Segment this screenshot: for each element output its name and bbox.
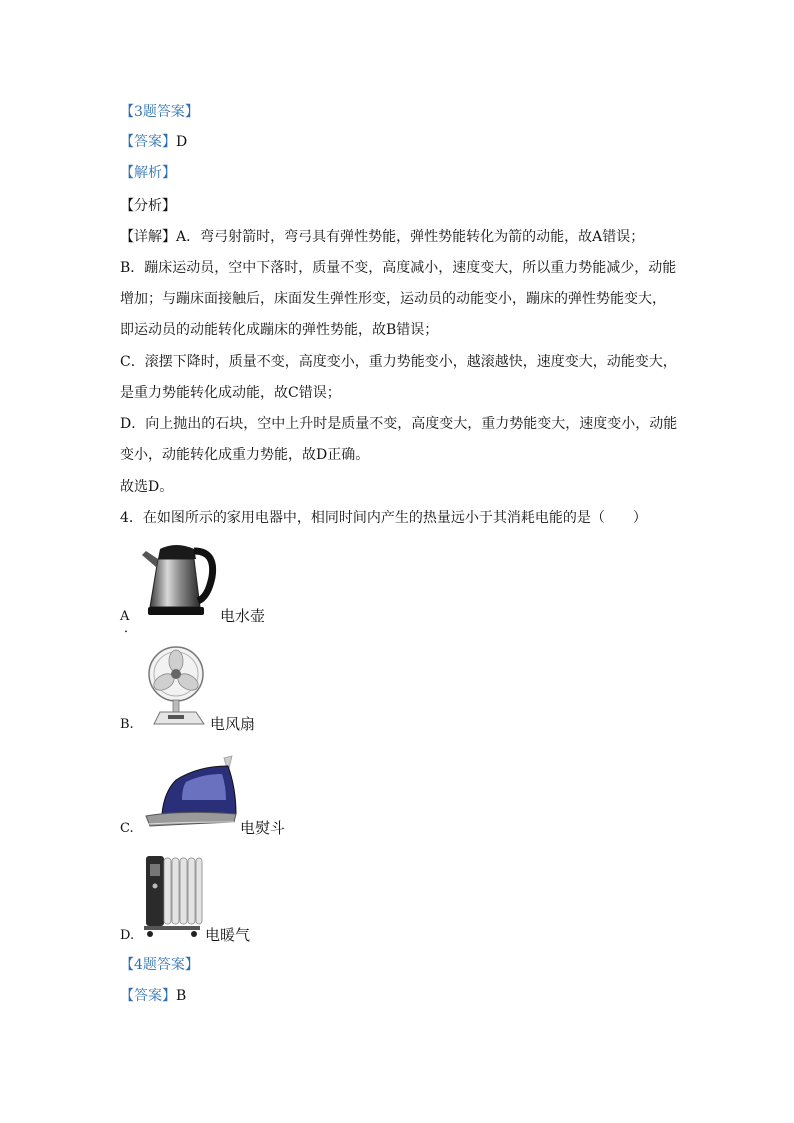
option-d-name: 电暖气 xyxy=(205,926,251,944)
q3-detail-c2: 是重力势能转化成动能，故C错误； xyxy=(120,385,341,401)
detail-label: 【详解】 xyxy=(120,229,176,245)
option-b-name: 电风扇 xyxy=(210,715,256,733)
detail-a-text: A．弯弓射箭时，弯弓具有弹性势能，弹性势能转化为箭的动能，故A错误； xyxy=(176,229,645,245)
iron-icon xyxy=(142,752,238,832)
option-c-label: C. xyxy=(120,821,134,836)
q3-analysis-label: 【解析】 xyxy=(120,165,176,181)
q3-fenxi-label: 【分析】 xyxy=(120,198,176,214)
option-d-label: D. xyxy=(120,928,135,943)
q3-detail-b1: B．蹦床运动员，空中下落时，质量不变，高度减小，速度变大，所以重力势能减少，动能 xyxy=(120,260,677,276)
q3-detail-a xyxy=(120,227,644,247)
q3-answer-header: 【3题答案】 xyxy=(120,104,199,120)
answer-label: 【答案】 xyxy=(120,134,176,150)
q3-detail-d2: 变小，动能转化成重力势能，故D正确。 xyxy=(120,447,370,463)
answer-value: D xyxy=(176,134,188,150)
q3-detail-b2: 增加；与蹦床面接触后，床面发生弹性形变，运动员的动能变小，蹦床的弹性势能变大， xyxy=(120,291,666,307)
answer-value: B xyxy=(176,988,187,1004)
q3-answer-line xyxy=(120,132,187,152)
q4-answer-header: 【4题答案】 xyxy=(120,957,199,973)
q4-question: 4．在如图所示的家用电器中，相同时间内产生的热量远小于其消耗电能的是（ ） xyxy=(120,510,647,526)
q3-conclusion: 故选D。 xyxy=(120,479,174,495)
option-b-label: B. xyxy=(120,717,134,732)
option-c-name: 电熨斗 xyxy=(240,819,286,837)
q3-detail-d1: D．向上抛出的石块，空中上升时是质量不变，高度变大，重力势能变大，速度变小，动能 xyxy=(120,416,678,432)
kettle-icon xyxy=(138,537,220,619)
option-a-label: A xyxy=(120,609,130,624)
option-a-dot: ． xyxy=(124,621,138,636)
q4-answer-line xyxy=(120,986,186,1006)
q3-detail-c1: C．滚摆下降时，质量不变，高度变小，重力势能变小，越滚越快，速度变大，动能变大， xyxy=(120,354,677,370)
answer-label: 【答案】 xyxy=(120,988,176,1004)
q3-detail-b3: 即运动员的动能转化成蹦床的弹性势能，故B错误； xyxy=(120,322,439,338)
heater-icon xyxy=(140,852,204,938)
fan-icon xyxy=(140,644,210,726)
option-a-name: 电水壶 xyxy=(220,607,266,625)
